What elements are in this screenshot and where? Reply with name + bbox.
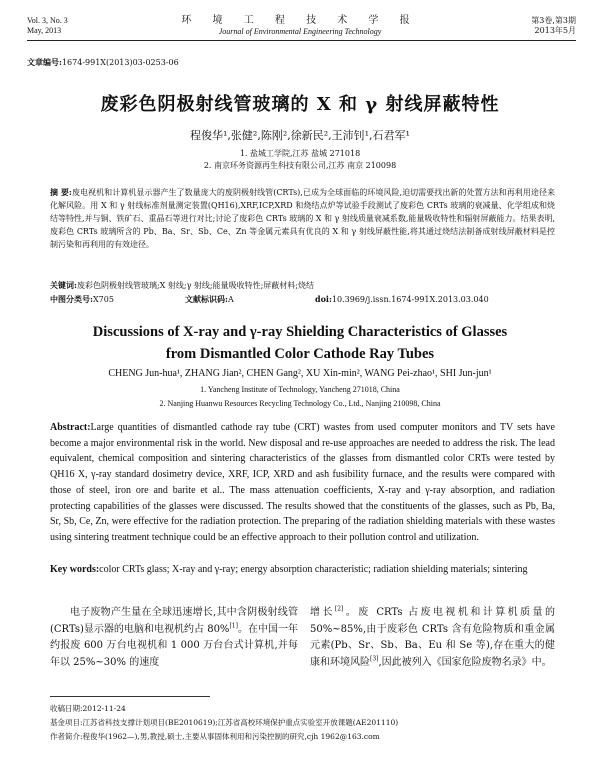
- title-en-line-2: from Dismantled Color Cathode Ray Tubes: [165, 346, 435, 362]
- document-code: [185, 294, 234, 305]
- header-rule: [27, 40, 576, 41]
- header-volume-cn: [531, 16, 576, 36]
- header-date-cn: 2013年5月: [534, 26, 576, 35]
- authors-cn: 程俊华¹,张健²,陈刚²,徐新民²,王沛钊¹,石君军¹: [190, 129, 410, 142]
- header-vol-en: Vol. 3, No. 3: [27, 16, 68, 25]
- body-ref-2: [2]: [334, 605, 344, 613]
- body-right-start: 增长: [310, 607, 335, 618]
- title-cn: 废彩色阴极射线管玻璃的 X 和 γ 射线屏蔽特性: [100, 94, 500, 115]
- keywords-en: [50, 562, 555, 578]
- keywords-cn-label: 关键词:: [50, 280, 77, 290]
- doi-label: doi:: [315, 294, 332, 304]
- footnote-rule: [50, 696, 210, 697]
- article-number-label: 文章编号:: [27, 57, 62, 67]
- affiliation-en-2: 2. Nanjing Huanwu Resources Recycling Technology Co., Ltd., Nanjing 210098, China: [159, 399, 441, 408]
- header-date-en: May, 2013: [27, 26, 62, 35]
- keywords-cn-text: 废彩色阴极射线管玻璃;X 射线;γ 射线;能量吸收特性;屏蔽材料;烧结: [76, 281, 314, 290]
- abstract-en-text: Large quantities of dismantled cathode ray tube (CRT) wastes from used computer monitors and TV sets have become a major environmental risk in the world. New disposal and re-use approaches are needed to address the risk. The lead equivalent, chemical composition and sintering characteristics of the glasses from dismantled color CRTs were tested by QH16 X, γ-ray standard dosimetry device, XRF, ICP, XRD and ash fusibility furnace, and the results were compared with those of steel, iron ore and barite et al.. The mass attenuation coefficients, X-ray and γ-ray absorption, and radiation protecting capabilities of the glasses were discussed. The results showed that the constituents of the glasses, such as Pb, Ba, Sr, Sb, Ce, Zn, were effective for the radiation protection. The preparing of the radiation shielding materials with these wastes using sintering treatment technique could be an effective approach to their pollution control and utilization.: [50, 422, 555, 543]
- affiliation-cn-2: 2. 南京环务资源再生科技有限公司,江苏 南京 210098: [203, 161, 397, 170]
- affiliations-cn: [0, 148, 600, 172]
- abstract-cn-label: 摘 要:: [50, 187, 72, 197]
- abstract-cn: [50, 186, 555, 251]
- affiliation-cn-1: 1. 盐城工学院,江苏 盐城 271018: [239, 149, 361, 158]
- doi: [315, 294, 489, 304]
- title-en: [0, 321, 600, 365]
- article-number-value: 1674-991X(2013)03-0253-06: [61, 58, 179, 67]
- keywords-cn: [50, 280, 555, 291]
- doc-code-label: 文献标识码:: [185, 294, 228, 304]
- header-journal: [150, 14, 450, 37]
- body-column-right: [310, 605, 555, 671]
- clc-value: X705: [92, 295, 114, 304]
- keywords-en-text: color CRTs glass; X-ray and γ-ray; energy absorption characteristic; radiation shielding materials; sintering: [99, 564, 528, 575]
- body-left-text: 电子废物产生量在全球迅速增长,其中含阴极射线管(CRTs)显示器的电脑和电视机约占 80%: [50, 607, 298, 635]
- abstract-en-label: Abstract:: [50, 422, 91, 433]
- title-en-line-1: Discussions of X-ray and γ-ray Shielding Characteristics of Glasses: [92, 324, 508, 340]
- body-ref-1: [1]: [229, 622, 238, 630]
- doi-value: 10.3969/j.issn.1674-991X.2013.03.040: [331, 295, 489, 304]
- body-right-continued: 。废 CRTs 占废电视机和计算机质量的 50%~85%,由于废彩色 CRTs 含有危险物质和重金属元素(Pb、Sr、Sb、Ba、Eu 和 Se 等),存在重大的健康和环境风险: [310, 607, 556, 668]
- header-vol-cn: 第3卷,第3期: [531, 16, 576, 25]
- footnote-author-bio: 作者简介:程俊华(1962—),男,教授,硕士,主要从事固体利用和污染控制的研究,cjh 1962@163.com: [50, 732, 380, 741]
- footnote-funding: 基金项目:江苏省科技支撑计划项目(BE2010619);江苏省高校环境保护重点实验室开放课题(AE201110): [50, 718, 399, 727]
- abstract-en: [50, 420, 555, 546]
- doc-code-value: A: [227, 295, 234, 304]
- affiliation-en-1: 1. Yancheng Institute of Technology, Yancheng 271018, China: [200, 385, 400, 394]
- header-volume-en: [27, 16, 68, 36]
- journal-name-cn: 环 境 工 程 技 术 学 报: [181, 15, 419, 26]
- body-ref-3: [3]: [370, 655, 379, 663]
- body-right-end: ,因此被列入《国家危险废物名录》中。: [378, 656, 552, 668]
- keywords-en-label: Key words:: [50, 564, 100, 575]
- clc-number: [50, 294, 114, 305]
- body-column-left: [50, 605, 298, 671]
- article-number: [27, 57, 179, 68]
- footnote-received: 收稿日期:2012-11-24: [50, 704, 126, 713]
- abstract-cn-text: 废电视机和计算机显示器产生了数量庞大的废阴极射线管(CRTs),已成为全球面临的环境风险,迫切需要找出新的处置方法和再利用途径来化解风险。用 X 和 γ 射线标准剂量测定装置(QH16),XRF,ICP,XRD 和烧结点炉等试验手段测试了废彩色 CRTs 玻璃的衰减量、化学组成和烧结等特性,并与铜、铁矿石、重晶石等进行对比;讨论了废彩色 CRTs 玻璃的 X 和 γ 射线质量衰减系数,能量吸收特性和辐射屏蔽能力。结果表明,废彩色 CRTs 玻璃所含的 Pb、Ba、Sr、Sb、Ce、Zn 等金属元素具有优良的 X 和 γ 射线屏蔽性能,将其通过烧结法制备成射线屏蔽材料是控制污染和再利用的有效途径。: [50, 188, 555, 249]
- clc-label: 中图分类号:: [50, 294, 93, 304]
- body-left-continued: 。在中国一年约报废 600 万台电视机和 1 000 万台台式计算机,并每年以 25%~30% 的速度: [50, 623, 298, 668]
- affiliations-en: [0, 383, 600, 411]
- authors-en: CHENG Jun-hua¹, ZHANG Jian², CHEN Gang², XU Xin-min², WANG Pei-zhao¹, SHI Jun-jun¹: [108, 368, 492, 379]
- footnotes: [50, 702, 560, 744]
- journal-name-en: Journal of Environmental Engineering Technology: [218, 27, 382, 36]
